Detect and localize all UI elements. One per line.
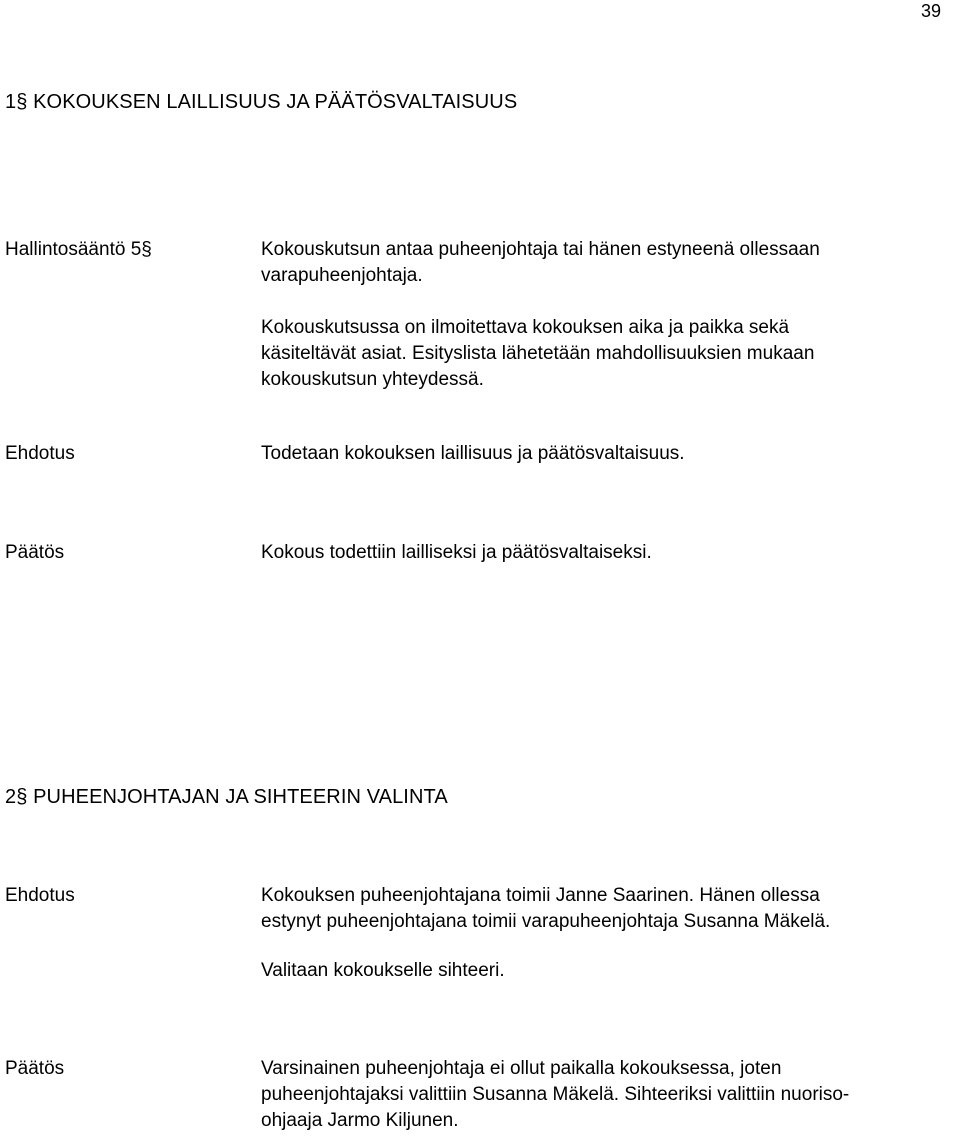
section-2-decision-text-line: Varsinainen puheenjohtaja ei ollut paikalla kokouksessa, joten [261,1058,782,1079]
section-1-decision-label: Päätös [5,542,65,563]
section-2-decision-label: Päätös [5,1058,65,1079]
section-1-rule-text-line: Kokouskutsussa on ilmoitettava kokouksen aika ja paikka sekä [261,317,790,338]
section-1-rule-text-line: Kokouskutsun antaa puheenjohtaja tai hänen estyneenä ollessaan [261,239,820,260]
section-1-heading: 1§ KOKOUKSEN LAILLISUUS JA PÄÄTÖSVALTAISUUS [5,91,518,113]
section-2-decision-text-line: ohjaaja Jarmo Kiljunen. [261,1110,459,1131]
section-2-heading: 2§ PUHEENJOHTAJAN JA SIHTEERIN VALINTA [5,786,448,808]
section-1-decision-text: Kokous todettiin lailliseksi ja päätösvaltaiseksi. [261,542,652,563]
section-2-proposal-text-line: estynyt puheenjohtajana toimii varapuheenjohtaja Susanna Mäkelä. [261,911,831,932]
section-2-decision-text-line: puheenjohtajaksi valittiin Susanna Mäkelä. Sihteeriksi valittiin nuoriso- [261,1084,850,1105]
section-1-rule-text-line: kokouskutsun yhteydessä. [261,369,484,390]
section-1-rule-text-line: käsiteltävät asiat. Esityslista lähetetään mahdollisuuksien mukaan [261,343,815,364]
section-1-proposal-text: Todetaan kokouksen laillisuus ja päätösvaltaisuus. [261,443,685,464]
section-2-proposal-text-line: Valitaan kokoukselle sihteeri. [261,960,505,981]
section-2-proposal-text-line: Kokouksen puheenjohtajana toimii Janne Saarinen. Hänen ollessa [261,885,820,906]
section-1-proposal-label: Ehdotus [5,443,75,464]
page-number: 39 [920,1,941,21]
section-2-proposal-label: Ehdotus [5,885,75,906]
section-1-rule-label: Hallintosääntö 5§ [5,239,152,260]
section-1-rule-text-line: varapuheenjohtaja. [261,265,423,286]
